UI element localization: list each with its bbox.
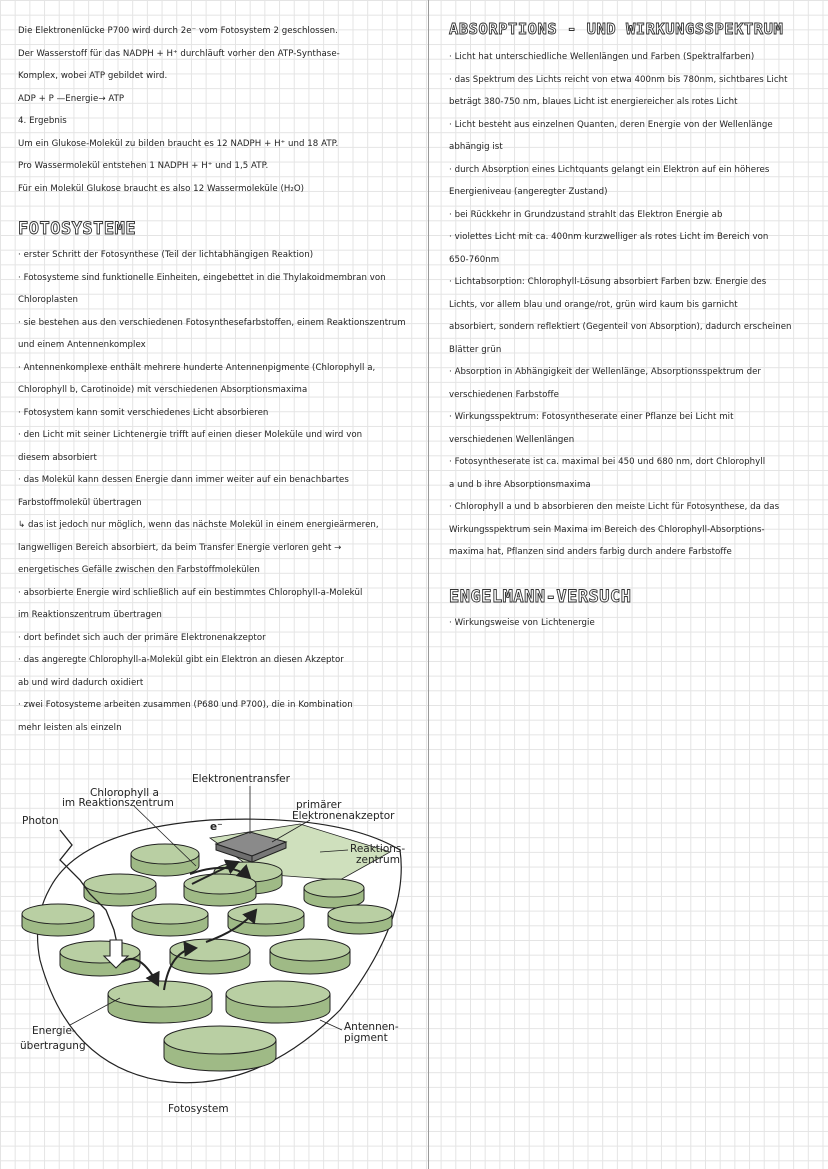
pigment-disc xyxy=(131,844,199,876)
spektrum-line: absorbiert, sondern reflektiert (Gegenteil von Absorption), dadurch erscheinen xyxy=(449,322,792,332)
fotosysteme-line: Chloroplasten xyxy=(18,295,79,305)
label-reaction-center-line1: Reaktions- xyxy=(350,843,406,855)
label-energy-line2: übertragung xyxy=(20,1040,86,1052)
label-electron-transfer: Elektronentransfer xyxy=(192,773,290,785)
spektrum-line: Lichts, vor allem blau und orange/rot, grün wird kaum bis garnicht xyxy=(449,299,738,310)
fotosysteme-line: langwelligen Bereich absorbiert, da beim Transfer Energie verloren geht → xyxy=(18,542,342,553)
fotosysteme-line: · dort befindet sich auch der primäre Elektronenakzeptor xyxy=(18,632,266,643)
spektrum-line: verschiedenen Wellenlängen xyxy=(449,434,575,445)
label-antenna-line1: Antennen- xyxy=(344,1021,399,1033)
fotosysteme-line: Chlorophyll b, Carotinoide) mit verschiedenen Absorptionsmaxima xyxy=(18,385,308,395)
engelmann-section xyxy=(449,612,817,635)
pigment-disc xyxy=(170,939,250,974)
intro-line: Der Wasserstoff für das NADPH + H⁺ durchläuft vorher den ATP-Synthase- xyxy=(18,48,340,59)
pigment-disc xyxy=(108,981,212,1023)
intro-line: Für ein Molekül Glukose braucht es also 12 Wassermoleküle (H₂O) xyxy=(18,183,305,194)
spektrum-line: · bei Rückkehr in Grundzustand strahlt das Elektron Energie ab xyxy=(449,209,723,220)
fotosysteme-line: · absorbierte Energie wird schließlich auf ein bestimmtes Chlorophyll-a-Molekül xyxy=(18,587,363,598)
label-antenna-line2: pigment xyxy=(344,1032,388,1044)
fotosysteme-line: Farbstoffmolekül übertragen xyxy=(18,497,142,508)
fotosysteme-line: · den Licht mit seiner Lichtenergie trifft auf einen dieser Moleküle und wird von xyxy=(18,430,363,440)
pigment-disc xyxy=(226,981,330,1023)
fotosysteme-line: · Fotosysteme sind funktionelle Einheiten, eingebettet in die Thylakoidmembran von xyxy=(18,272,386,283)
spektrum-line: · Lichtabsorption: Chlorophyll-Lösung absorbiert Farben bzw. Energie des xyxy=(449,277,767,287)
spektrum-section xyxy=(449,46,817,564)
pigment-disc xyxy=(132,904,208,936)
spektrum-line: · Absorption in Abhängigkeit der Wellenlänge, Absorptionsspektrum der xyxy=(449,367,761,377)
spektrum-line: · Chlorophyll a und b absorbieren den meiste Licht für Fotosynthese, da das xyxy=(449,502,780,512)
label-primary-line2: Elektronenakzeptor xyxy=(292,810,395,822)
pigment-disc xyxy=(270,939,350,974)
label-reaction-center-line2: zentrum xyxy=(356,854,400,866)
engelmann-line: · Wirkungsweise von Lichtenergie xyxy=(449,617,595,628)
label-energy-line1: Energie- xyxy=(32,1025,76,1037)
spektrum-line: Energieniveau (angeregter Zustand) xyxy=(449,187,608,197)
label-primary-line1: primärer xyxy=(296,799,342,811)
fotosysteme-line: im Reaktionszentrum übertragen xyxy=(18,610,162,620)
spektrum-line: verschiedenen Farbstoffe xyxy=(449,389,559,400)
pigment-disc xyxy=(304,879,364,908)
right-column xyxy=(449,20,817,634)
fotosysteme-line: · Antennenkomplexe enthält mehrere hunderte Antennenpigmente (Chlorophyll a, xyxy=(18,362,376,373)
intro-line: 4. Ergebnis xyxy=(18,116,67,126)
label-photon: Photon xyxy=(22,815,59,827)
spektrum-line: maxima hat, Pflanzen sind anders farbig durch andere Farbstoffe xyxy=(449,547,732,557)
label-electron: e⁻ xyxy=(210,821,223,833)
fotosysteme-line: diesem absorbiert xyxy=(18,452,97,463)
fotosysteme-line: · das Molekül kann dessen Energie dann immer weiter auf ein benachbartes xyxy=(18,475,349,485)
pigment-disc xyxy=(328,905,392,934)
label-chlorophyll-a: Chlorophyll a xyxy=(90,787,159,799)
fotosysteme-line: · erster Schritt der Fotosynthese (Teil der lichtabhängigen Reaktion) xyxy=(18,250,314,260)
intro-line: Die Elektronenlücke P700 wird durch 2e⁻ vom Fotosystem 2 geschlossen. xyxy=(18,26,338,36)
spektrum-line: · Wirkungsspektrum: Fotosyntheserate einer Pflanze bei Licht mit xyxy=(449,412,734,422)
label-photosystem: Fotosystem xyxy=(168,1103,229,1115)
photosystem-diagram xyxy=(10,770,420,1130)
intro-section xyxy=(18,20,422,200)
intro-line: Pro Wassermolekül entstehen 1 NADPH + H⁺ und 1,5 ATP. xyxy=(18,161,269,171)
spektrum-line: · Licht besteht aus einzelnen Quanten, deren Energie von der Wellenlänge xyxy=(449,119,773,130)
pigment-disc xyxy=(164,1026,276,1071)
intro-line: ADP + P —Energie→ ATP xyxy=(18,93,125,104)
pigment-disc xyxy=(184,874,256,906)
fotosysteme-line: · das angeregte Chlorophyll-a-Molekül gibt ein Elektron an diesen Akzeptor xyxy=(18,655,344,665)
spektrum-line: · Licht hat unterschiedliche Wellenlängen und Farben (Spektralfarben) xyxy=(449,52,755,62)
fotosysteme-line: · zwei Fotosysteme arbeiten zusammen (P680 und P700), die in Kombination xyxy=(18,700,353,710)
fotosysteme-section xyxy=(18,244,422,739)
spektrum-line: Wirkungsspektrum sein Maxima im Bereich des Chlorophyll-Absorptions- xyxy=(449,524,765,535)
fotosysteme-line: mehr leisten als einzeln xyxy=(18,722,122,733)
fotosysteme-line: · sie bestehen aus den verschiedenen Fotosynthesefarbstoffen, einem Reaktionszentrum xyxy=(18,317,406,328)
fotosysteme-heading: FOTOSYSTEME xyxy=(18,219,137,239)
fotosysteme-line: energetisches Gefälle zwischen den Farbstoffmolekülen xyxy=(18,565,260,575)
spektrum-line: · das Spektrum des Lichts reicht von etwa 400nm bis 780nm, sichtbares Licht xyxy=(449,74,788,85)
fotosysteme-line: ab und wird dadurch oxidiert xyxy=(18,677,144,688)
spektrum-line: abhängig ist xyxy=(449,142,503,152)
pigment-disc xyxy=(84,874,156,906)
intro-line: Um ein Glukose-Molekül zu bilden braucht es 12 NADPH + H⁺ und 18 ATP. xyxy=(18,138,339,149)
fotosysteme-line: · Fotosystem kann somit verschiedenes Licht absorbieren xyxy=(18,407,269,418)
label-reaction-center-location: im Reaktionszentrum xyxy=(62,797,174,809)
pigment-disc xyxy=(228,904,304,936)
spektrum-line: · violettes Licht mit ca. 400nm kurzwelliger als rotes Licht im Bereich von xyxy=(449,232,769,242)
fotosysteme-line: und einem Antennenkomplex xyxy=(18,340,146,350)
spektrum-line: · Fotosyntheserate ist ca. maximal bei 450 und 680 nm, dort Chlorophyll xyxy=(449,457,766,467)
spektrum-line: · durch Absorption eines Lichtquants gelangt ein Elektron auf ein höheres xyxy=(449,164,770,175)
spektrum-line: a und b ihre Absorptionsmaxima xyxy=(449,479,591,490)
intro-line: Komplex, wobei ATP gebildet wird. xyxy=(18,71,168,81)
spektrum-heading: ABSORPTIONS - UND WIRKUNGSSPEKTRUM xyxy=(449,20,784,38)
spektrum-line: Blätter grün xyxy=(449,344,502,355)
column-divider xyxy=(428,0,429,1169)
spektrum-line: beträgt 380-750 nm, blaues Licht ist energiereicher als rotes Licht xyxy=(449,97,738,107)
spektrum-line: 650-760nm xyxy=(449,254,500,265)
engelmann-heading: ENGELMANN-VERSUCH xyxy=(449,586,632,607)
pigment-disc xyxy=(22,904,94,936)
left-column xyxy=(18,20,422,739)
fotosysteme-line: ↳ das ist jedoch nur möglich, wenn das nächste Molekül in einem energieärmeren, xyxy=(18,520,379,530)
